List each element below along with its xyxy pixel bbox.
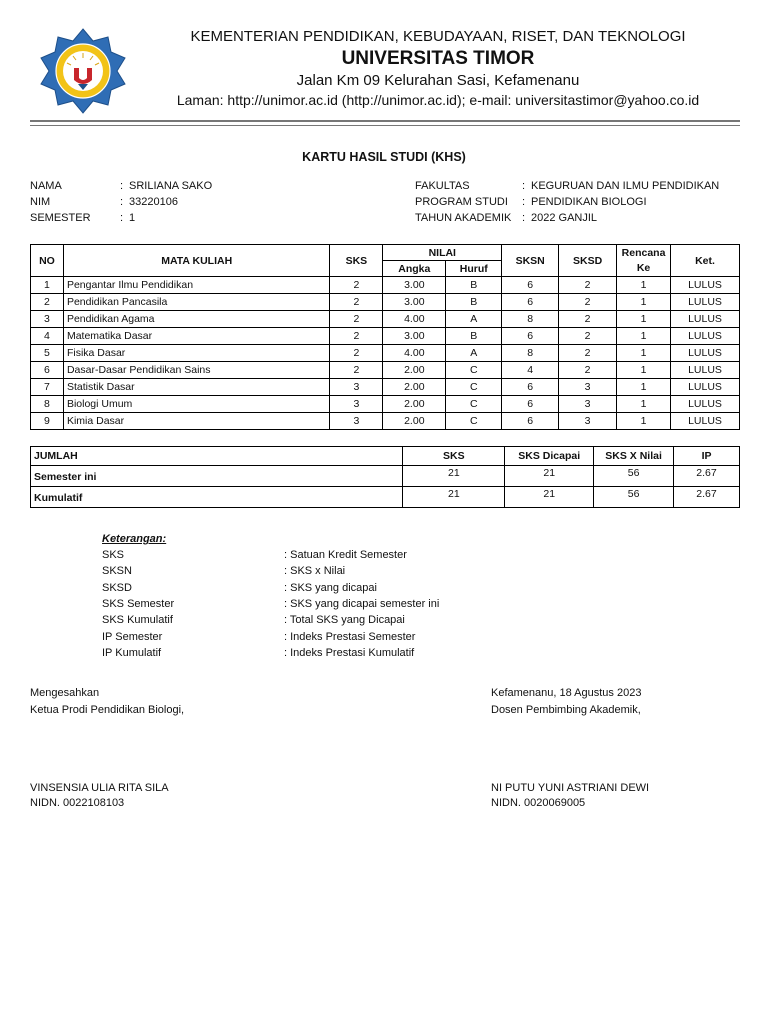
cell-sksd: 2 [559,345,617,362]
sig-right-name: NI PUTU YUNI ASTRIANI DEWI [491,782,650,794]
keterangan-title: Keterangan: [102,533,167,545]
cell-sks: 3 [330,396,383,413]
cell-rencana-ke: 1 [617,345,671,362]
summary-sks-dicapai: 21 [505,466,594,487]
signature-left [30,687,330,817]
cell-mata-kuliah: Pendidikan Pancasila [63,294,329,311]
cell-ket: LULUS [671,379,740,396]
grade-row [31,345,740,362]
summary-row-label: Semester ini [31,466,403,487]
info-label-nim: NIM [30,196,51,208]
summary-header-jumlah: JUMLAH [31,447,403,466]
cell-sksn: 6 [502,396,559,413]
info-sep: : [120,196,124,208]
keterangan-desc: : SKS x Nilai [284,565,346,578]
cell-rencana-ke: 1 [617,362,671,379]
cell-rencana-ke: 1 [617,328,671,345]
summary-sks: 21 [403,487,505,508]
university-address: Jalan Km 09 Kelurahan Sasi, Kefamenanu [296,72,580,89]
cell-sksn: 8 [502,345,559,362]
keterangan-term: SKS Kumulatif [102,614,173,627]
sig-left-name: VINSENSIA ULIA RITA SILA [30,782,169,794]
cell-ket: LULUS [671,311,740,328]
cell-no: 2 [31,294,64,311]
col-header-no: NO [31,245,64,277]
info-sep: : [522,180,526,192]
keterangan-desc: : SKS yang dicapai [284,581,377,594]
col-header-ket: Ket. [671,245,740,277]
cell-sks: 2 [330,277,383,294]
cell-angka: 4.00 [383,345,446,362]
info-value-semester: 1 [129,212,136,224]
cell-no: 5 [31,345,64,362]
cell-no: 6 [31,362,64,379]
cell-rencana-ke: 1 [617,413,671,430]
keterangan-term: SKSD [102,581,132,594]
cell-ket: LULUS [671,362,740,379]
cell-sksn: 4 [502,362,559,379]
col-header-mata-kuliah: MATA KULIAH [63,245,329,277]
col-header-huruf: Huruf [446,261,502,277]
summary-row-semester [31,466,740,487]
header-divider [30,120,740,122]
info-sep: : [522,196,526,208]
cell-huruf: A [446,311,502,328]
summary-header-sks-x-nilai: SKS X Nilai [594,447,674,466]
cell-rencana-ke: 1 [617,396,671,413]
keterangan-desc: : Total SKS yang Dicapai [284,614,405,627]
cell-angka: 3.00 [383,294,446,311]
col-header-sksd: SKSD [559,245,617,277]
cell-mata-kuliah: Matematika Dasar [63,328,329,345]
summary-header-ip: IP [674,447,740,466]
cell-sks: 3 [330,379,383,396]
cell-angka: 3.00 [383,328,446,345]
cell-mata-kuliah: Dasar-Dasar Pendidikan Sains [63,362,329,379]
cell-mata-kuliah: Pengantar Ilmu Pendidikan [63,277,329,294]
cell-ket: LULUS [671,328,740,345]
grade-row [31,379,740,396]
col-header-angka: Angka [383,261,446,277]
ministry-name: KEMENTERIAN PENDIDIKAN, KEBUDAYAAN, RISET, DAN TEKNOLOGI [190,28,686,45]
keterangan-desc: : Indeks Prestasi Semester [284,630,416,643]
document-title: KARTU HASIL STUDI (KHS) [302,150,466,164]
info-value-fakultas: KEGURUAN DAN ILMU PENDIDIKAN [531,180,720,192]
cell-no: 9 [31,413,64,430]
cell-angka: 2.00 [383,413,446,430]
cell-no: 1 [31,277,64,294]
cell-huruf: C [446,362,502,379]
cell-mata-kuliah: Biologi Umum [63,396,329,413]
cell-angka: 2.00 [383,396,446,413]
keterangan-desc: : Indeks Prestasi Kumulatif [284,646,415,659]
sig-left-line2: Ketua Prodi Pendidikan Biologi, [30,704,185,716]
grades-body [31,277,740,430]
cell-mata-kuliah: Fisika Dasar [63,345,329,362]
info-label-tahun-akademik: TAHUN AKADEMIK [415,212,512,224]
col-header-sks: SKS [330,245,383,277]
cell-huruf: C [446,396,502,413]
cell-huruf: B [446,294,502,311]
grade-row [31,294,740,311]
info-value-nama: SRILIANA SAKO [129,180,213,192]
cell-huruf: A [446,345,502,362]
info-label-fakultas: FAKULTAS [415,180,470,192]
cell-huruf: C [446,379,502,396]
summary-row-label: Kumulatif [31,487,403,508]
grade-row [31,362,740,379]
student-info-right [415,180,740,232]
info-label-program-studi: PROGRAM STUDI [415,196,508,208]
cell-sksn: 8 [502,311,559,328]
cell-sksd: 2 [559,294,617,311]
sig-left-line1: Mengesahkan [30,687,100,699]
cell-angka: 4.00 [383,311,446,328]
cell-sks: 2 [330,294,383,311]
cell-no: 8 [31,396,64,413]
info-value-nim: 33220106 [129,196,178,208]
cell-angka: 2.00 [383,362,446,379]
cell-rencana-ke: 1 [617,277,671,294]
cell-huruf: B [446,328,502,345]
keterangan-desc: : Satuan Kredit Semester [284,549,407,561]
info-label-semester: SEMESTER [30,212,91,224]
keterangan-desc: : SKS yang dicapai semester ini [284,597,440,610]
summary-ip: 2.67 [674,466,740,487]
summary-sks-x-nilai: 56 [594,466,674,487]
grade-row [31,328,740,345]
summary-ip: 2.67 [674,487,740,508]
sig-right-line1: Kefamenanu, 18 Agustus 2023 [491,687,642,699]
info-value-tahun-akademik: 2022 GANJIL [531,212,598,224]
cell-sks: 3 [330,413,383,430]
summary-sks-dicapai: 21 [505,487,594,508]
cell-sksn: 6 [502,379,559,396]
cell-mata-kuliah: Statistik Dasar [63,379,329,396]
header-divider-thin [30,125,740,126]
cell-sksn: 6 [502,277,559,294]
cell-sksd: 3 [559,396,617,413]
col-header-sksn: SKSN [502,245,559,277]
university-logo [40,28,126,114]
grade-row [31,277,740,294]
info-label-nama: NAMA [30,180,62,192]
grades-table [30,244,740,430]
cell-angka: 2.00 [383,379,446,396]
cell-rencana-ke: 1 [617,311,671,328]
cell-ket: LULUS [671,294,740,311]
col-header-rencana-ke: Rencana Ke [617,245,671,277]
cell-rencana-ke: 1 [617,379,671,396]
keterangan-list [102,549,522,664]
cell-angka: 3.00 [383,277,446,294]
cell-mata-kuliah: Kimia Dasar [63,413,329,430]
info-sep: : [522,212,526,224]
university-name: UNIVERSITAS TIMOR [341,48,535,69]
cell-sksd: 3 [559,379,617,396]
university-contact: Laman: http://unimor.ac.id (http://unimor.ac.id); e-mail: universitastimor@yahoo.co.id [176,92,700,108]
cell-huruf: C [446,413,502,430]
keterangan-term: IP Semester [102,630,163,643]
cell-huruf: B [446,277,502,294]
cell-sksn: 6 [502,294,559,311]
sig-right-line2: Dosen Pembimbing Akademik, [491,704,641,716]
cell-mata-kuliah: Pendidikan Agama [63,311,329,328]
keterangan-term: IP Kumulatif [102,646,162,659]
info-value-program-studi: PENDIDIKAN BIOLOGI [531,196,647,208]
sig-right-nidn: NIDN. 0020069005 [491,797,586,809]
keterangan-term: SKSN [102,565,132,578]
cell-sksd: 2 [559,328,617,345]
cell-no: 4 [31,328,64,345]
grade-row [31,413,740,430]
cell-sks: 2 [330,345,383,362]
summary-header-sks-dicapai: SKS Dicapai [505,447,594,466]
cell-ket: LULUS [671,396,740,413]
cell-sksd: 2 [559,311,617,328]
cell-sksn: 6 [502,328,559,345]
summary-header-sks: SKS [403,447,505,466]
cell-sks: 2 [330,328,383,345]
cell-ket: LULUS [671,413,740,430]
cell-no: 7 [31,379,64,396]
keterangan-term: SKS [102,549,125,561]
cell-sksd: 2 [559,277,617,294]
cell-no: 3 [31,311,64,328]
col-header-nilai: NILAI [383,245,502,261]
cell-ket: LULUS [671,277,740,294]
summary-sks: 21 [403,466,505,487]
summary-sks-x-nilai: 56 [594,487,674,508]
cell-sksd: 2 [559,362,617,379]
cell-sksn: 6 [502,413,559,430]
cell-sks: 2 [330,362,383,379]
summary-table [30,446,740,508]
signature-right [491,687,740,817]
grade-row [31,311,740,328]
info-sep: : [120,212,124,224]
cell-rencana-ke: 1 [617,294,671,311]
keterangan-term: SKS Semester [102,597,175,610]
sig-left-nidn: NIDN. 0022108103 [30,797,125,809]
cell-ket: LULUS [671,345,740,362]
info-sep: : [120,180,124,192]
student-info-left [30,180,390,232]
cell-sks: 2 [330,311,383,328]
summary-row-kumulatif [31,487,740,508]
grade-row [31,396,740,413]
cell-sksd: 3 [559,413,617,430]
